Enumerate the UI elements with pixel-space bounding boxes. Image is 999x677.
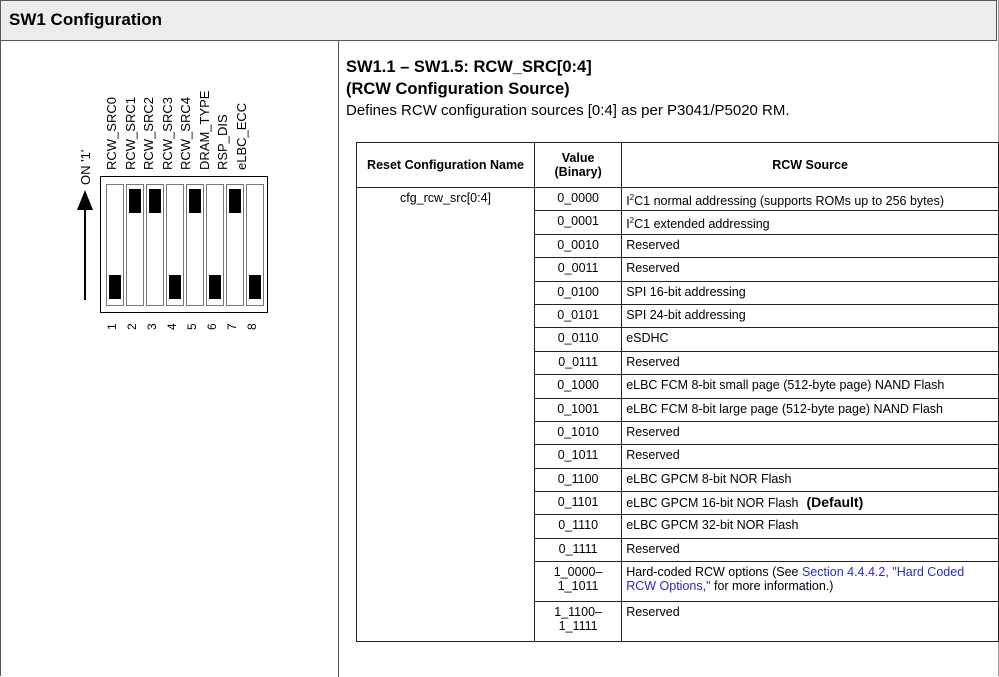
switch-slot — [226, 184, 244, 306]
switch-label: RCW_SRC3 — [159, 97, 175, 170]
switch-label: eLBC_ECC — [233, 102, 249, 170]
header-reset-config-name: Reset Configuration Name — [357, 143, 535, 188]
pin-number: 7 — [225, 323, 239, 330]
switch-slot — [246, 184, 264, 306]
pin-number: 3 — [145, 323, 159, 330]
table-header-row — [357, 143, 999, 188]
switch-slot — [166, 184, 184, 306]
source-cell: $I^2C1$ normal addressing (supports ROMs up to 256 bytes) — [622, 188, 999, 211]
value-cell: 0_1000 — [535, 375, 622, 398]
value-cell: 0_0011 — [535, 258, 622, 281]
switch-knob — [249, 275, 261, 299]
pin-number: 2 — [125, 323, 139, 330]
switch-label: RCW_SRC4 — [178, 97, 193, 170]
switch-label: RSP_DIS — [215, 114, 230, 170]
column-divider — [338, 41, 339, 677]
on-label: ON '1' — [78, 149, 93, 185]
value-cell: 0_0001 — [535, 211, 622, 234]
value-cell: 0_0101 — [535, 304, 622, 327]
switch-label: RCW_SRC0 — [104, 97, 119, 170]
switch-label: RCW_SRC2 — [141, 97, 156, 170]
switch-knob — [149, 189, 161, 213]
switch-knob — [189, 189, 201, 213]
switch-knob — [209, 275, 221, 299]
header-bar — [0, 0, 997, 41]
source-cell: Reserved — [622, 602, 999, 642]
value-cell: 0_1110 — [535, 515, 622, 538]
switch-slot — [186, 184, 204, 306]
source-cell: eLBC GPCM 8-bit NOR Flash — [622, 468, 999, 491]
source-cell: Reserved — [622, 445, 999, 468]
value-cell: 0_0000 — [535, 188, 622, 211]
table-body — [357, 188, 999, 642]
switch-slot — [106, 184, 124, 306]
section-link[interactable]: Section 4.4.4.2, "Hard Coded RCW Options," — [626, 565, 965, 594]
switch-label: DRAM_TYPE — [196, 90, 212, 170]
switch-slot — [126, 184, 144, 306]
switch-knob — [169, 275, 181, 299]
source-cell: eLBC GPCM 32-bit NOR Flash — [622, 515, 999, 538]
switch-label: RCW_SRC1 — [122, 97, 138, 170]
pin-number: 1 — [105, 323, 119, 330]
value-cell: 0_1001 — [535, 398, 622, 421]
dip-switch-diagram — [70, 60, 270, 330]
value-cell: 0_1111 — [535, 538, 622, 561]
switch-knob — [229, 189, 241, 213]
source-cell: eSDHC — [622, 328, 999, 351]
value-cell: 0_1101 — [535, 492, 622, 515]
default-tag: (Default) — [806, 494, 864, 511]
source-cell: Reserved — [622, 421, 999, 444]
source-cell: Reserved — [622, 538, 999, 561]
switch-knob — [129, 189, 141, 213]
switch-slot — [146, 184, 164, 306]
section-description: Defines RCW configuration sources [0:4] as per P3041/P5020 RM. — [346, 102, 790, 119]
source-cell: SPI 24-bit addressing — [622, 304, 999, 327]
table-row — [357, 188, 999, 211]
source-cell: Reserved — [622, 258, 999, 281]
value-cell: 1_0000– 1_1011 — [535, 562, 622, 602]
source-cell: eLBC FCM 8-bit large page (512-byte page) NAND Flash — [622, 398, 999, 421]
source-cell: Reserved — [622, 234, 999, 257]
value-cell: 1_1100– 1_1111 — [535, 602, 622, 642]
pin-number: 5 — [185, 323, 199, 330]
pin-number: 4 — [165, 323, 179, 330]
pin-number: 8 — [245, 323, 259, 330]
source-cell: Reserved — [622, 351, 999, 374]
value-cell: 0_0100 — [535, 281, 622, 304]
section-subtitle: (RCW Configuration Source) — [346, 80, 570, 98]
page-title: SW1 Configuration — [9, 10, 162, 29]
switch-knob — [109, 275, 121, 299]
switch-slot — [206, 184, 224, 306]
value-cell: 0_0111 — [535, 351, 622, 374]
pin-number: 6 — [205, 323, 219, 330]
value-cell: 0_1010 — [535, 421, 622, 444]
header-value-binary: Value (Binary) — [535, 143, 622, 188]
rcw-source-table — [356, 142, 999, 642]
dip-switch-body — [100, 176, 268, 313]
source-cell: eLBC FCM 8-bit small page (512-byte page) NAND Flash — [622, 375, 999, 398]
value-cell: 0_0110 — [535, 328, 622, 351]
section-title: SW1.1 – SW1.5: RCW_SRC[0:4] — [346, 58, 592, 76]
source-cell: eLBC GPCM 16-bit NOR Flash (Default) — [622, 492, 999, 515]
source-cell: Hard-coded RCW options (See Section 4.4.4.2, "Hard Coded RCW Options," for more information.) — [622, 562, 999, 602]
config-name-cell: cfg_rcw_src[0:4] — [357, 188, 535, 642]
value-cell: 0_1100 — [535, 468, 622, 491]
value-cell: 0_1011 — [535, 445, 622, 468]
arrow-shaft — [84, 210, 86, 300]
header-rcw-source: RCW Source — [622, 143, 999, 188]
source-cell: SPI 16-bit addressing — [622, 281, 999, 304]
up-arrow-icon — [77, 190, 93, 210]
source-cell: $I^2C1$ extended addressing — [622, 211, 999, 234]
value-cell: 0_0010 — [535, 234, 622, 257]
